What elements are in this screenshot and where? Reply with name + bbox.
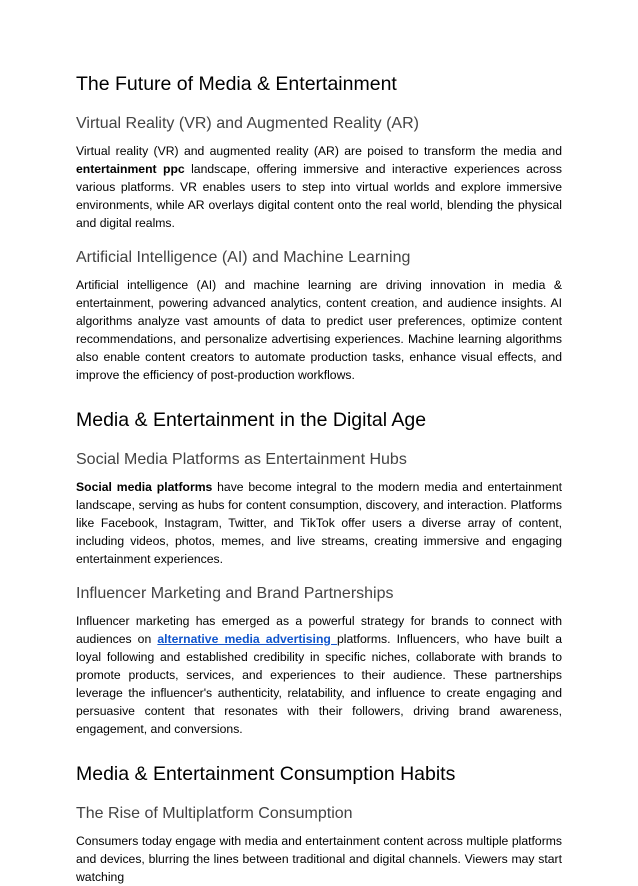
text-run: Virtual reality (VR) and augmented reality (AR) are poised to transform the media and xyxy=(76,144,562,158)
paragraph-ai-ml: Artificial intelligence (AI) and machine learning are driving innovation in media & entertainment, powering advanced analytics, content creation, and audience insights. AI algorithms analyze vast amounts of data to predict user preferences, optimize content recommendations, and personalize advertising experiences. Machine learning algorithms also enable content creators to automate production tasks, enhance visual effects, and improve the efficiency of post-production workflows. xyxy=(76,278,562,382)
subheading-ai-ml: Artificial Intelligence (AI) and Machine Learning xyxy=(76,249,411,266)
text-run: Influencer marketing has emerged as a powerful strategy for brands to connect with audiences on xyxy=(76,614,562,646)
paragraph-social-media xyxy=(76,478,562,568)
text-run: landscape, offering immersive and interactive experiences across various platforms. VR enables users to step into virtual worlds and explore immersive environments, while AR overlays digital content onto the real world, blending the physical and digital realms. xyxy=(76,162,562,230)
paragraph-influencer-marketing xyxy=(76,612,562,738)
text-run: platforms. Influencers, who have built a loyal following and established credibility in specific niches, collaborate with brands to promote products, services, and experiences to their audience. These partnerships leverage the influencer's authenticity, relatability, and influence to create engaging and persuasive content that resonates with their followers, driving brand awareness, engagement, and conversions. xyxy=(76,632,562,736)
paragraph-vr-ar xyxy=(76,142,562,232)
subheading-influencer-marketing: Influencer Marketing and Brand Partnerships xyxy=(76,585,394,602)
heading-consumption-habits: Media & Entertainment Consumption Habits xyxy=(76,763,456,785)
paragraph-multiplatform: Consumers today engage with media and entertainment content across multiple platforms and devices, blurring the lines between traditional and digital channels. Viewers may start watching xyxy=(76,834,562,884)
bold-term-entertainment-ppc: entertainment ppc xyxy=(76,162,185,176)
text-run: have become integral to the modern media and entertainment landscape, serving as hubs for content consumption, discovery, and interaction. Platforms like Facebook, Instagram, Twitter, and TikTok offer users a diverse array of content, including videos, photos, memes, and live streams, creating immersive and engaging entertainment experiences. xyxy=(76,480,562,566)
subheading-multiplatform: The Rise of Multiplatform Consumption xyxy=(76,805,353,822)
heading-digital-age: Media & Entertainment in the Digital Age xyxy=(76,409,427,431)
alternative-media-advertising-link[interactable]: alternative media advertising xyxy=(157,632,337,646)
subheading-social-media: Social Media Platforms as Entertainment Hubs xyxy=(76,451,407,468)
heading-future-of-media: The Future of Media & Entertainment xyxy=(76,73,397,95)
bold-term-social-media-platforms: Social media platforms xyxy=(76,480,213,494)
subheading-vr-ar: Virtual Reality (VR) and Augmented Reality (AR) xyxy=(76,115,419,132)
